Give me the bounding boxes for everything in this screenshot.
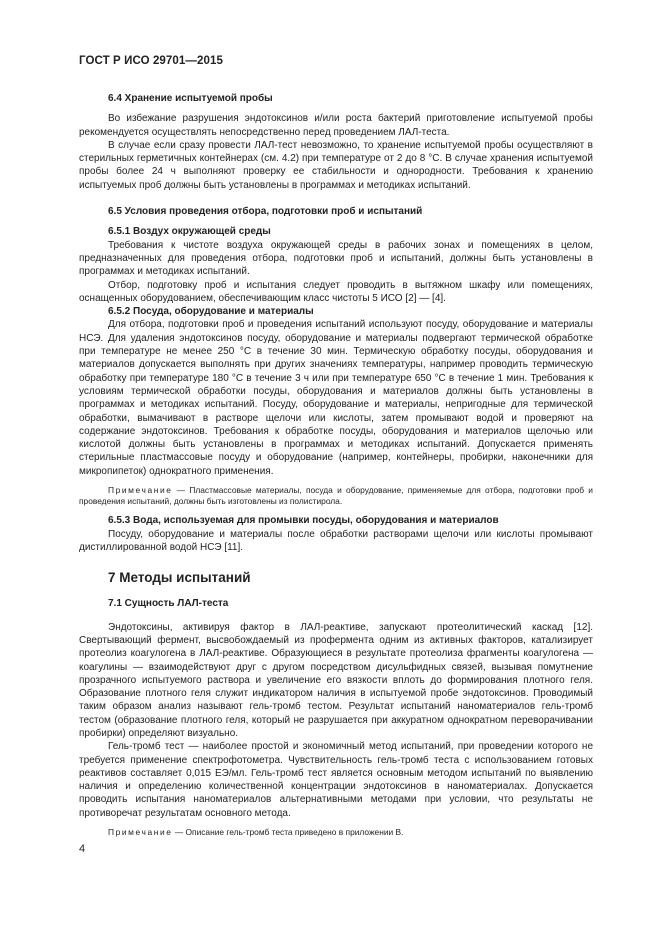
note-text: — Пластмассовые материалы, посуда и оборудование, применяемые для отбора, подготовки проб и проведения испытаний, должны быть изготовлены из полистирола.: [79, 485, 593, 507]
page-number: 4: [79, 843, 86, 855]
section-7-1-note: [79, 827, 593, 838]
section-6-5-2-note: [79, 485, 593, 507]
section-6-5-title: 6.5 Условия проведения отбора, подготовки проб и испытаний: [108, 206, 423, 218]
section-7-1-title: 7.1 Сущность ЛАЛ-теста: [108, 598, 229, 610]
section-6-5-1-paragraph-1: Требования к чистоте воздуха окружающей среды в рабочих зонах и помещениях в целом, предназначенных для проведения отбора, подготовки проб и испытаний, должны быть установлены в программах и методиках испытаний.: [79, 239, 593, 278]
note-text: — Описание гель-тромб теста приведено в приложении В.: [172, 827, 404, 838]
section-7-title: 7 Методы испытаний: [108, 570, 251, 586]
section-6-4-title: 6.4 Хранение испытуемой пробы: [108, 93, 273, 104]
section-6-5-2-paragraph-1: Для отбора, подготовки проб и проведения испытаний используют посуду, оборудование и материалы НСЭ. Для удаления эндотоксинов посуду, оборудование и материалы подвергают термической обработке при температуре не менее 250 °С в течение 30 мин. Термическую обработку посуды, оборудования и материалов допускается выполнять при других значениях температуры, например проводить термическую обработку при температуре 180 °С в течение 3 ч или при температуре 650 °С в течение 1 мин. Требования к условиям термической обработки посуды, оборудования и материалов должны быть установлены в программах и методиках испытаний. Посуду, оборудование и материалы, непригодные для термической обработки, вымачивают в растворе щелочи или кислоты, затем промывают водой и проверяют на содержание эндотоксинов. Требования к обработке посуды, оборудования и материалов щелочью или кислотой должны быть установлены в программах и методиках испытаний. Допускается применять стерильные пластмассовые посуду и оборудование (например, контейнеры, пробирки, наконечники для микропипеток) однократного применения.: [79, 319, 593, 477]
section-6-4-paragraph-1: Во избежание разрушения эндотоксинов и/или роста бактерий приготовление испытуемой пробы рекомендуется осуществлять непосредственно перед проведением ЛАЛ-теста.: [79, 113, 593, 138]
section-6-5-2-title: 6.5.2 Посуда, оборудование и материалы: [108, 306, 314, 318]
section-6-5-3-paragraph-1: Посуду, оборудование и материалы после обработки растворами щелочи или кислоты промывают дистиллированной водой НСЭ [11].: [79, 528, 593, 554]
section-7-1-paragraph-1: Эндотоксины, активируя фактор в ЛАЛ-реактиве, запускают протеолитический каскад [12]. Свертывающий фермент, высвобождаемый из профермента одним из активных факторов, катализирует протеолиз коагулогена в ЛАЛ-реактиве. Образующиеся в результате протеолиза фрагменты коагулогена — коагулины — взаимодействуют друг с другом посредством дисульфидных связей, вызывая помутнение прозрачного испытуемого раствора и увеличение его вязкости вплоть до формирования плотного геля. Образование плотного геля служит индикатором наличия в испытуемой пробе эндотоксинов. Проводимый таким образом анализ называют гель-тромб тестом. Результат испытаний наноматериалов гель-тромб тестом (образование плотного геля, который не разрушается при аккуратном однократном переворачивании пробирки) определяют визуально.: [79, 621, 593, 739]
document-body: [79, 92, 593, 838]
section-6-5-3-title: 6.5.3 Вода, используемая для промывки посуды, оборудования и материалов: [108, 515, 499, 527]
section-6-5-1-title: 6.5.1 Воздух окружающей среды: [108, 226, 271, 238]
section-7-1-paragraph-2: Гель-тромб тест — наиболее простой и экономичный метод испытаний, при проведении которого не требуется применение спектрофотометра. Чувствительность гель-тромб теста с использованием готовых реактивов составляет 0,015 ЕЭ/мл. Гель-тромб тест является основным методом испытаний по выявлению наличия и определению количественной концентрации эндотоксинов в наноматериалах. Допускается проводить испытания наноматериалов альтернативными методами при условии, что результаты не противоречат результатам основного метода.: [79, 741, 593, 819]
section-6-4-paragraph-2: В случае если сразу провести ЛАЛ-тест невозможно, то хранение испытуемой пробы осуществляют в стерильных герметичных контейнерах (см. 4.2) при температуре от 2 до 8 °С. В случае хранения испытуемой пробы более 24 ч выполняют проверку ее стабильности и однородности. Требования к хранению испытуемых проб должны быть установлены в программах и методиках испытаний.: [79, 139, 593, 191]
document-header: ГОСТ Р ИСО 29701—2015: [79, 55, 224, 67]
note-label: Примечание: [108, 485, 173, 496]
section-6-5-1-paragraph-2: Отбор, подготовку проб и испытания следует проводить в вытяжном шкафу или помещениях, оснащенных оборудованием, обеспечивающим класс чистоты 5 ИСО [2] — [4].: [79, 279, 593, 304]
note-label: Примечание: [108, 827, 173, 838]
